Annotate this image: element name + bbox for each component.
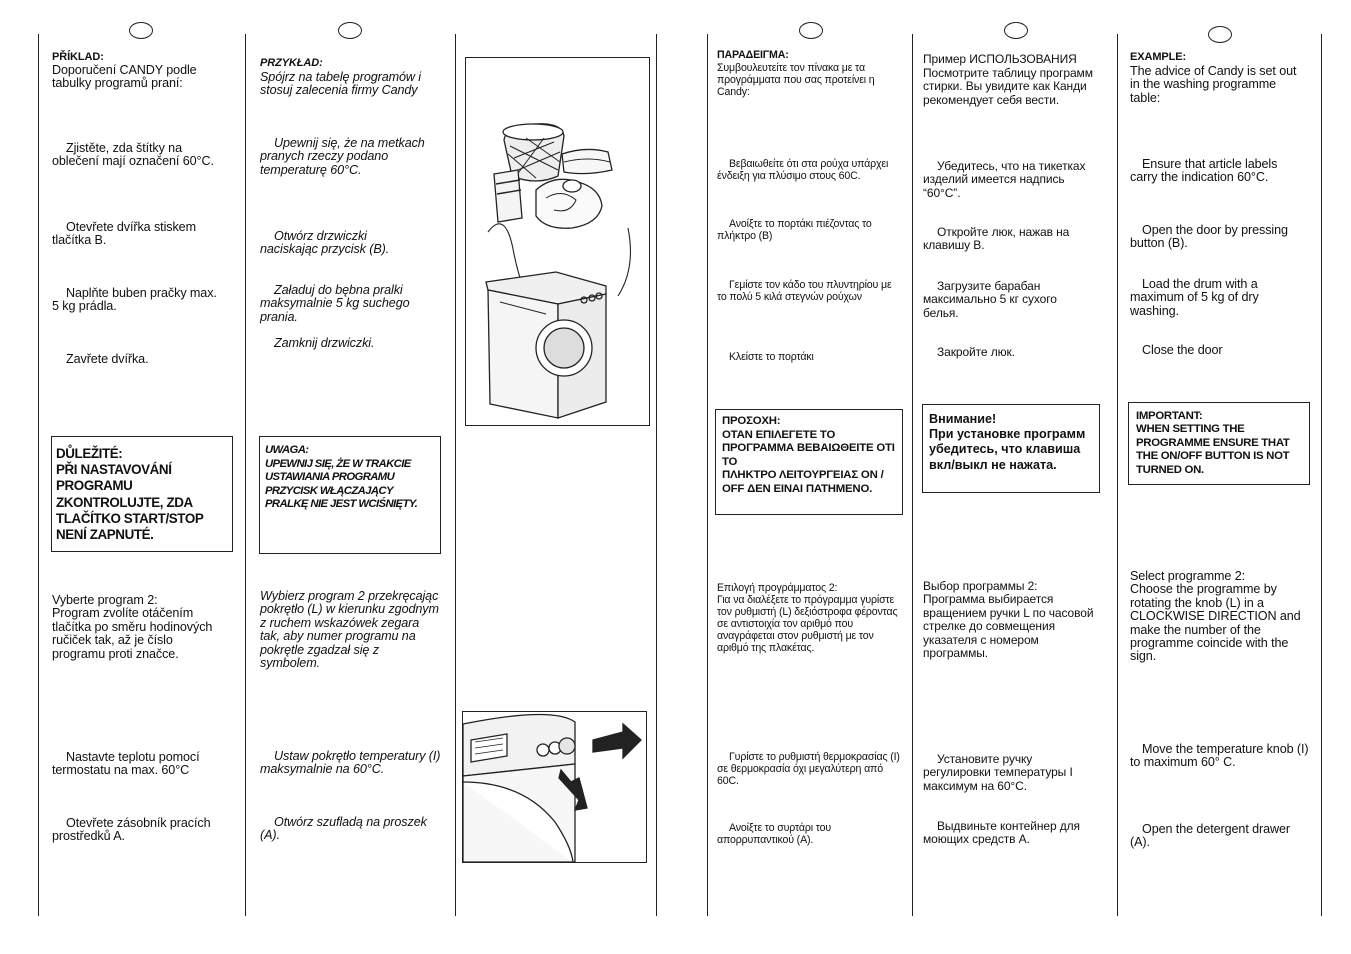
czech-important-text: DŮLEŽITÉ: PŘI NASTAVOVÁNÍ PROGRAMU ZKONTROLUJTE, ZDA TLAČÍTKO START/STOP NENÍ ZAPNUTÉ. bbox=[56, 446, 204, 543]
czech-step-1: Zjistěte, zda štítky na oblečení mají označení 60°C. bbox=[52, 141, 214, 169]
greek-heading: ΠΑΡΑΔΕΙΓΜΑ: bbox=[717, 49, 789, 61]
english-step-3: Load the drum with a maximum of 5 kg of dry washing. bbox=[1130, 277, 1259, 318]
english-important-text: IMPORTANT: WHEN SETTING THE PROGRAMME ENSURE THAT THE ON/OFF BUTTON IS NOT TURNED ON. bbox=[1136, 410, 1290, 476]
russian-step-4: Закройте люк. bbox=[937, 345, 1015, 359]
column-divider bbox=[1321, 34, 1322, 916]
polish-select-program: Wybierz program 2 przekręcając pokrętło (L) w kierunku zgodnym z ruchem wskazówek zegara tak, aby numer programu na pokrętle zgadzał się z symbolem. bbox=[260, 589, 439, 671]
polish-temperature: Ustaw pokrętło temperatury (I) maksymalnie na 60°C. bbox=[260, 749, 441, 777]
language-flag-icon bbox=[1208, 26, 1232, 43]
english-drawer: Open the detergent drawer (A). bbox=[1130, 822, 1291, 850]
column-divider bbox=[1117, 34, 1118, 916]
column-divider bbox=[707, 34, 708, 916]
russian-step-3: Загрузите барабан максимально 5 кг сухого белья. bbox=[923, 279, 1057, 320]
greek-important-text: ΠΡΟΣΟΧΗ: ΟΤΑΝ ΕΠΙΛΕΓΕΤΕ ΤΟ ΠΡΟΓΡΑΜΜΑ ΒΕΒΑΙΩΘΕΙΤΕ ΟΤΙ ΤΟ ΠΛΗΚΤΡΟ ΛΕΙΤΟΥΡΓΕΙΑΣ ON / OFF ΔΕΝ ΕΙΝΑΙ ΠΑΤΗΜΕΝΟ. bbox=[722, 415, 895, 495]
greek-step-1: Βεβαιωθείτε ότι στα ρούχα υπάρχει ένδειξη για πλύσιμο στους 60C. bbox=[717, 158, 889, 182]
english-temperature: Move the temperature knob (I) to maximum 60° C. bbox=[1130, 742, 1309, 770]
greek-drawer: Ανοίξτε το συρτάρι του απορρυπαντικού (A). bbox=[717, 822, 831, 846]
control-panel-closeup-illustration bbox=[462, 711, 647, 863]
russian-heading: Пример ИСПОЛЬЗОВАНИЯ bbox=[923, 52, 1077, 66]
polish-heading: PRZYKŁAD: bbox=[260, 57, 323, 69]
polish-step-4: Zamknij drzwiczki. bbox=[274, 336, 375, 350]
greek-intro: Συμβουλευτείτε τον πίνακα με τα προγράμματα που σας προτείνει η Candy: bbox=[717, 62, 875, 98]
russian-drawer: Выдвиньте контейнер для моющих средств A. bbox=[923, 819, 1080, 847]
english-step-1: Ensure that article labels carry the indication 60°C. bbox=[1130, 157, 1278, 185]
control-knob-arrows-icon bbox=[463, 712, 646, 862]
czech-heading: PŘÍKLAD: bbox=[52, 51, 104, 63]
czech-select-program: Vyberte program 2: Program zvolíte otáčením tlačítka po směru hodinových ručiček tak, až je číslo programu proti značce. bbox=[52, 593, 213, 661]
polish-intro: Spójrz na tabelę programów i stosuj zalecenia firmy Candy bbox=[260, 70, 422, 98]
language-flag-icon bbox=[338, 22, 362, 39]
polish-step-3: Załaduj do bębna pralki maksymalnie 5 kg suchego prania. bbox=[260, 283, 410, 324]
greek-step-4: Κλείστε το πορτάκι bbox=[729, 351, 814, 363]
russian-intro: Посмотрите таблицу программ стирки. Вы увидите как Канди рекомендует себя вести. bbox=[923, 66, 1093, 107]
russian-select-program: Выбор программы 2: Программа выбирается вращением ручки L по часовой стрелке до совмещения указателя с номером программы. bbox=[923, 579, 1094, 661]
czech-temperature: Nastavte teplotu pomocí termostatu na max. 60°C bbox=[52, 750, 200, 778]
czech-intro: Doporučení CANDY podle tabulky programů praní: bbox=[52, 63, 197, 91]
greek-step-2: Ανοίξτε το πορτάκι πιέζοντας το πλήκτρο (B) bbox=[717, 218, 872, 242]
english-heading: EXAMPLE: bbox=[1130, 51, 1187, 63]
greek-select-program: Επιλογή προγράμματος 2: Για να διαλέξετε το πρόγραμμα γυρίστε τον ρυθμιστή (L) δεξιόστροφα φέροντας σε αντιστοιχία τον αριθμό που αναγράφεται στον ρυθμιστή με τον αριθμό της πλακέτας. bbox=[717, 582, 898, 654]
english-intro: The advice of Candy is set out in the washing programme table: bbox=[1130, 64, 1297, 105]
english-step-2: Open the door by pressing button (B). bbox=[1130, 223, 1288, 251]
polish-important-text: UWAGA: UPEWNIJ SIĘ, ŻE W TRAKCIE USTAWIANIA PROGRAMU PRZYCISK WŁĄCZAJĄCY PRALKĘ NIE JEST WCIŚNIĘTY. bbox=[265, 444, 418, 510]
czech-step-4: Zavřete dvířka. bbox=[66, 352, 149, 366]
column-divider bbox=[656, 34, 657, 916]
greek-temperature: Γυρίστε το ρυθμιστή θερμοκρασίας (I) σε θερμοκρασία όχι μεγαλύτερη από 60C. bbox=[717, 751, 900, 787]
russian-step-2: Откройте люк, нажав на клавишу B. bbox=[923, 225, 1070, 253]
polish-step-2: Otwórz drzwiczki naciskając przycisk (B). bbox=[260, 229, 390, 257]
czech-step-2: Otevřete dvířka stiskem tlačítka B. bbox=[52, 220, 196, 248]
czech-drawer: Otevřete zásobník pracích prostředků A. bbox=[52, 816, 211, 844]
russian-temperature: Установите ручку регулировки температуры I максимум на 60°C. bbox=[923, 752, 1073, 793]
russian-step-1: Убедитесь, что на тикетках изделий имеется надпись “60°C”. bbox=[923, 159, 1086, 200]
english-select-program: Select programme 2: Choose the programme by rotating the knob (L) in a CLOCKWISE DIRECTION and make the number of the programme coincide with the sign. bbox=[1130, 569, 1301, 664]
column-divider bbox=[38, 34, 39, 916]
language-flag-icon bbox=[129, 22, 153, 39]
washing-machine-icon bbox=[466, 58, 649, 425]
english-step-4: Close the door bbox=[1142, 343, 1223, 357]
column-divider bbox=[912, 34, 913, 916]
laundry-washing-machine-illustration bbox=[465, 57, 650, 426]
language-flag-icon bbox=[799, 22, 823, 39]
column-divider bbox=[245, 34, 246, 916]
polish-drawer: Otwórz szufladą na proszek (A). bbox=[260, 815, 427, 843]
greek-step-3: Γεμίστε τον κάδο του πλυντηρίου με το πολύ 5 κιλά στεγνών ρούχων bbox=[717, 279, 892, 303]
column-divider bbox=[455, 34, 456, 916]
polish-step-1: Upewnij się, że na metkach pranych rzeczy podano temperaturę 60°C. bbox=[260, 136, 425, 177]
czech-step-3: Naplňte buben pračky max. 5 kg prádla. bbox=[52, 286, 217, 314]
russian-important-text: Внимание! При установке программ убедитесь, что клавиша вкл/выкл не нажата. bbox=[929, 412, 1086, 472]
language-flag-icon bbox=[1004, 22, 1028, 39]
